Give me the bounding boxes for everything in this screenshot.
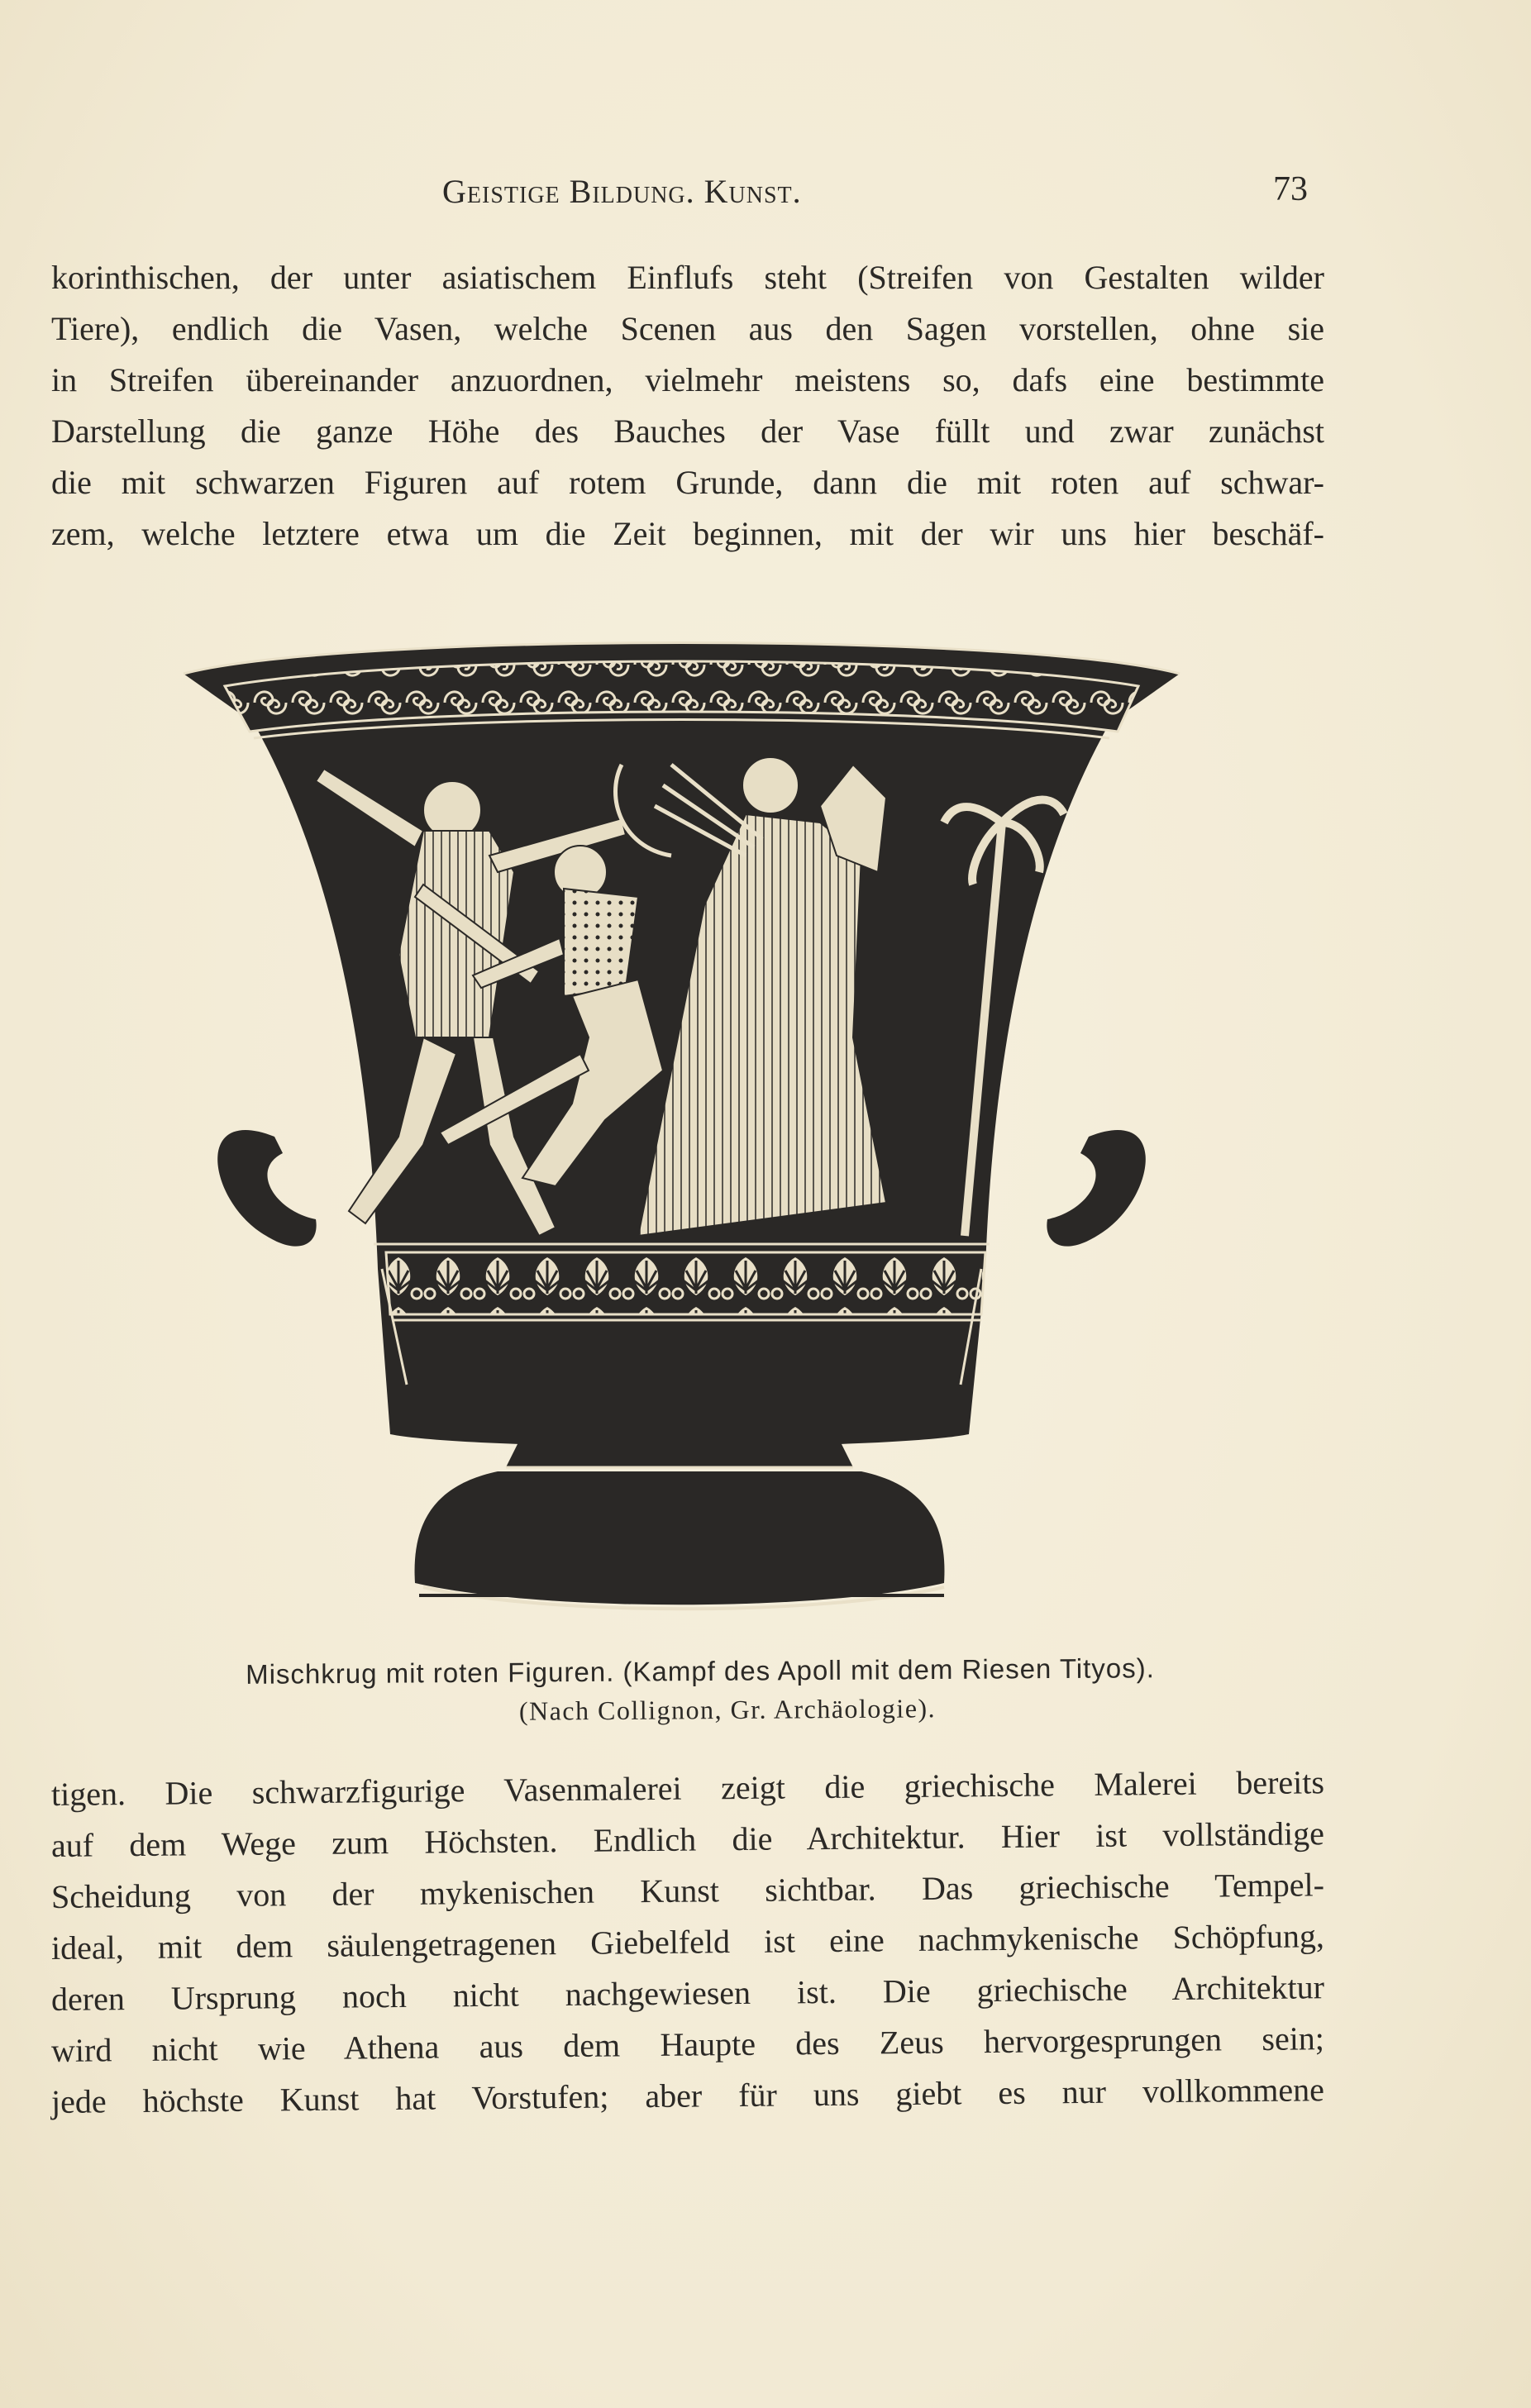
text-line: ideal, mit dem säulengetragenen Giebelfeld ist eine nachmykenische Schöpfung, (50, 1917, 1325, 1967)
vase-foot (415, 1471, 945, 1605)
vase-stem (506, 1434, 853, 1467)
text-line: wird nicht wie Athena aus dem Haupte des Zeus hervorgesprungen sein; (50, 2019, 1325, 2069)
body-text-bottom (50, 1763, 1325, 2128)
text-line: Scheidung von der mykenischen Kunst sichtbar. Das griechische Tempel- (50, 1866, 1325, 1915)
text-line: deren Ursprung noch nicht nachgewiesen ist. Die griechische Architektur (50, 1968, 1325, 2018)
text-line: auf dem Wege zum Höchsten. Endlich die Architektur. Hier ist vollständige (50, 1814, 1325, 1864)
text-line: zem, welche letztere etwa um die Zeit beginnen, mit der wir uns hier beschäf- (51, 515, 1324, 552)
text-line: jede höchste Kunst hat Vorstufen; aber für uns giebt es nur vollkommene (50, 2071, 1325, 2120)
left-handle (217, 1130, 316, 1247)
text-line: tigen. Die schwarzfigurige Vasenmalerei zeigt die griechische Malerei bereits (50, 1763, 1325, 1813)
vase-illustration (175, 608, 1188, 1649)
text-line: korinthischen, der unter asiatischem Einflufs steht (Streifen von Gestalten wilder (51, 259, 1324, 296)
running-head: Geistige Bildung. Kunst. (442, 173, 802, 210)
text-line: die mit schwarzen Figuren auf rotem Grunde, dann die mit roten auf schwar- (51, 464, 1324, 501)
body-text-top (51, 252, 1324, 560)
page-number: 73 (1273, 170, 1308, 208)
text-line: in Streifen übereinander anzuordnen, vielmehr meistens so, dafs eine bestimmte (51, 361, 1324, 398)
figure-source: (Nach Collignon, Gr. Archäologie). (518, 1693, 937, 1726)
figure-caption: Mischkrug mit roten Figuren. (Kampf des Apoll mit dem Riesen Tityos). (246, 1652, 1155, 1690)
text-line: Tiere), endlich die Vasen, welche Scenen aus den Sagen vorstellen, ohne sie (51, 310, 1324, 347)
right-handle (1047, 1130, 1145, 1247)
text-line: Darstellung die ganze Höhe des Bauches der Vase füllt und zwar zunächst (51, 412, 1324, 450)
